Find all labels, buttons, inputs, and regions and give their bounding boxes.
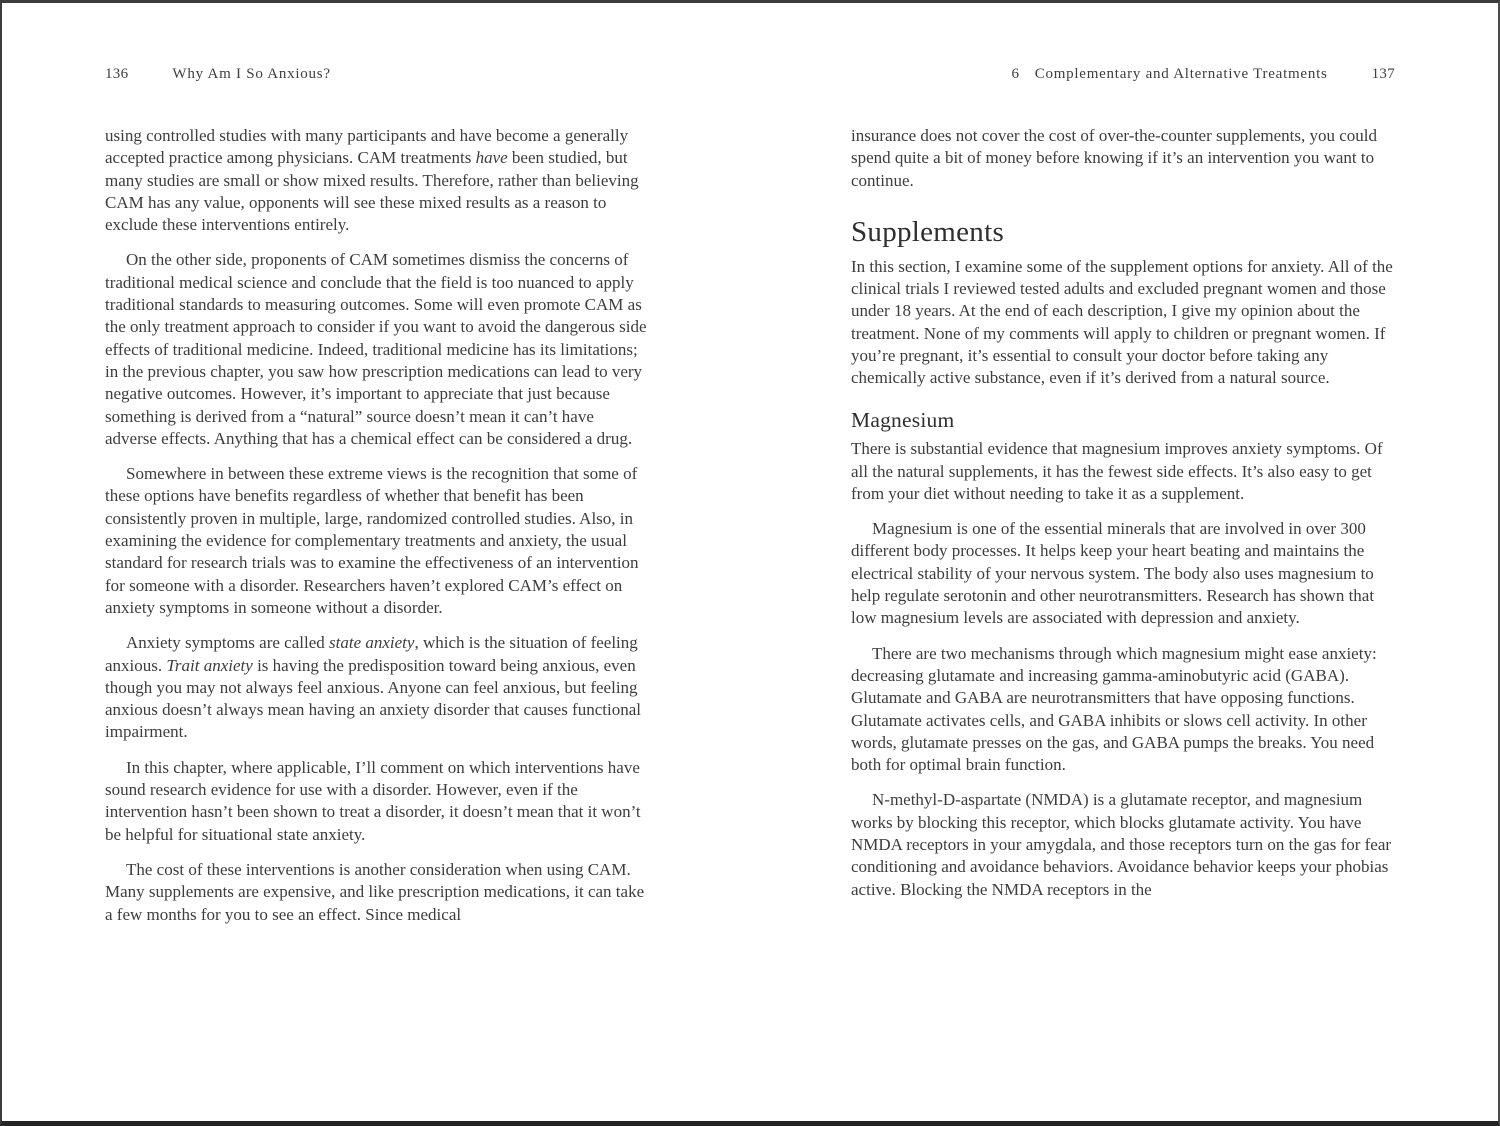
page-left-body: [105, 125, 647, 926]
page-right-header: [851, 66, 1395, 83]
running-head-left: Why Am I So Anxious?: [172, 66, 331, 82]
paragraph: On the other side, proponents of CAM sometimes dismiss the concerns of traditional medical science and conclude that the field is too nuanced to apply traditional standards to measuring outcomes. Some will even promote CAM as the only treatment approach to consider if you want to avoid the dangerous side effects of traditional medicine. Indeed, traditional medicine has its limitations; in the previous chapter, you saw how prescription medications can lead to very negative outcomes. However, it’s important to appreciate that just because something is derived from a “natural” source doesn’t mean it can’t have adverse effects. Anything that has a chemical effect can be considered a drug.: [105, 250, 647, 448]
paragraph: The cost of these interventions is another consideration when using CAM. Many supplements are expensive, and like prescription medications, it can take a few months for you to see an effect. Since medical: [105, 859, 645, 924]
page-left-header: [105, 66, 647, 83]
page-right: [750, 3, 1498, 1121]
paragraph: There are two mechanisms through which magnesium might ease anxiety: decreasing glutamate and increasing gamma-aminobutyric acid (GABA). Glutamate and GABA are neurotransmitters that have opposing functions. Glutamate activates cells, and GABA inhibits or slows cell activity. In other words, glutamate presses on the gas, and GABA pumps the breaks. You need both for optimal brain function.: [851, 643, 1377, 775]
page-number-left: 136: [105, 66, 129, 82]
paragraph: In this section, I examine some of the supplement options for anxiety. All of the clinical trials I reviewed tested adults and excluded pregnant women and those under 18 years. At the end of each description, I give my opinion about the treatment. None of my comments will apply to children or pregnant women. If you’re pregnant, it’s essential to consult your doctor before taking any chemically active substance, even if it’s derived from a natural source.: [851, 256, 1393, 388]
paragraph: In this chapter, where applicable, I’ll comment on which interventions have sound research evidence for use with a disorder. However, even if the intervention hasn’t been shown to treat a disorder, it doesn’t mean that it won’t be helpful for situational state anxiety.: [105, 757, 641, 844]
paragraph: Anxiety symptoms are called state anxiety, which is the situation of feeling anxious. Trait anxiety is having the predisposition toward being anxious, even though you may not always feel anxious. Anyone can feel anxious, but feeling anxious doesn’t always mean having an anxiety disorder that causes functional impairment.: [105, 633, 641, 742]
running-head-right-group: [1011, 66, 1327, 83]
page-right-column: [851, 66, 1395, 901]
page-number-right: 137: [1371, 66, 1395, 82]
running-head-right: Complementary and Alternative Treatments: [1034, 66, 1328, 82]
chapter-number: 6: [1011, 66, 1020, 82]
page-left-column: [105, 66, 647, 926]
section-heading-supplements: Supplements: [851, 215, 1005, 248]
subsection-heading-magnesium: Magnesium: [851, 407, 955, 432]
paragraph: Somewhere in between these extreme views is the recognition that some of these options have benefits regardless of whether that benefit has been consistently proven in multiple, large, randomized controlled studies. Also, in examining the evidence for complementary treatments and anxiety, the usual standard for research trials was to examine the effectiveness of an intervention for someone with a disorder. Researchers haven’t explored CAM’s effect on anxiety symptoms in someone without a disorder.: [105, 464, 639, 617]
paragraph: N-methyl-D-aspartate (NMDA) is a glutamate receptor, and magnesium works by blocking this receptor, which blocks glutamate activity. You have NMDA receptors in your amygdala, and those receptors turn on the gas for fear conditioning and avoidance behaviors. Avoidance behavior keeps your phobias active. Blocking the NMDA receptors in the: [851, 790, 1392, 899]
paragraph: using controlled studies with many participants and have become a generally accepted practice among physicians. CAM treatments have been studied, but many studies are small or show mixed results. Therefore, rather than believing CAM has any value, opponents will see these mixed results as a reason to exclude these interventions entirely.: [105, 126, 639, 235]
paragraph: insurance does not cover the cost of over-the-counter supplements, you could spend quite a bit of money before knowing if it’s an intervention you want to continue.: [851, 126, 1378, 190]
paragraph: Magnesium is one of the essential minerals that are involved in over 300 different body processes. It helps keep your heart beating and maintains the electrical stability of your nervous system. The body also uses magnesium to help regulate serotonin and other neurotransmitters. Research has shown that low magnesium levels are associated with depression and anxiety.: [851, 519, 1375, 628]
page-right-body: [851, 125, 1395, 901]
page-left: [2, 3, 750, 1121]
paragraph: There is substantial evidence that magnesium improves anxiety symptoms. Of all the natural supplements, it has the fewest side effects. It’s also easy to get from your diet without needing to take it as a supplement.: [851, 439, 1383, 503]
